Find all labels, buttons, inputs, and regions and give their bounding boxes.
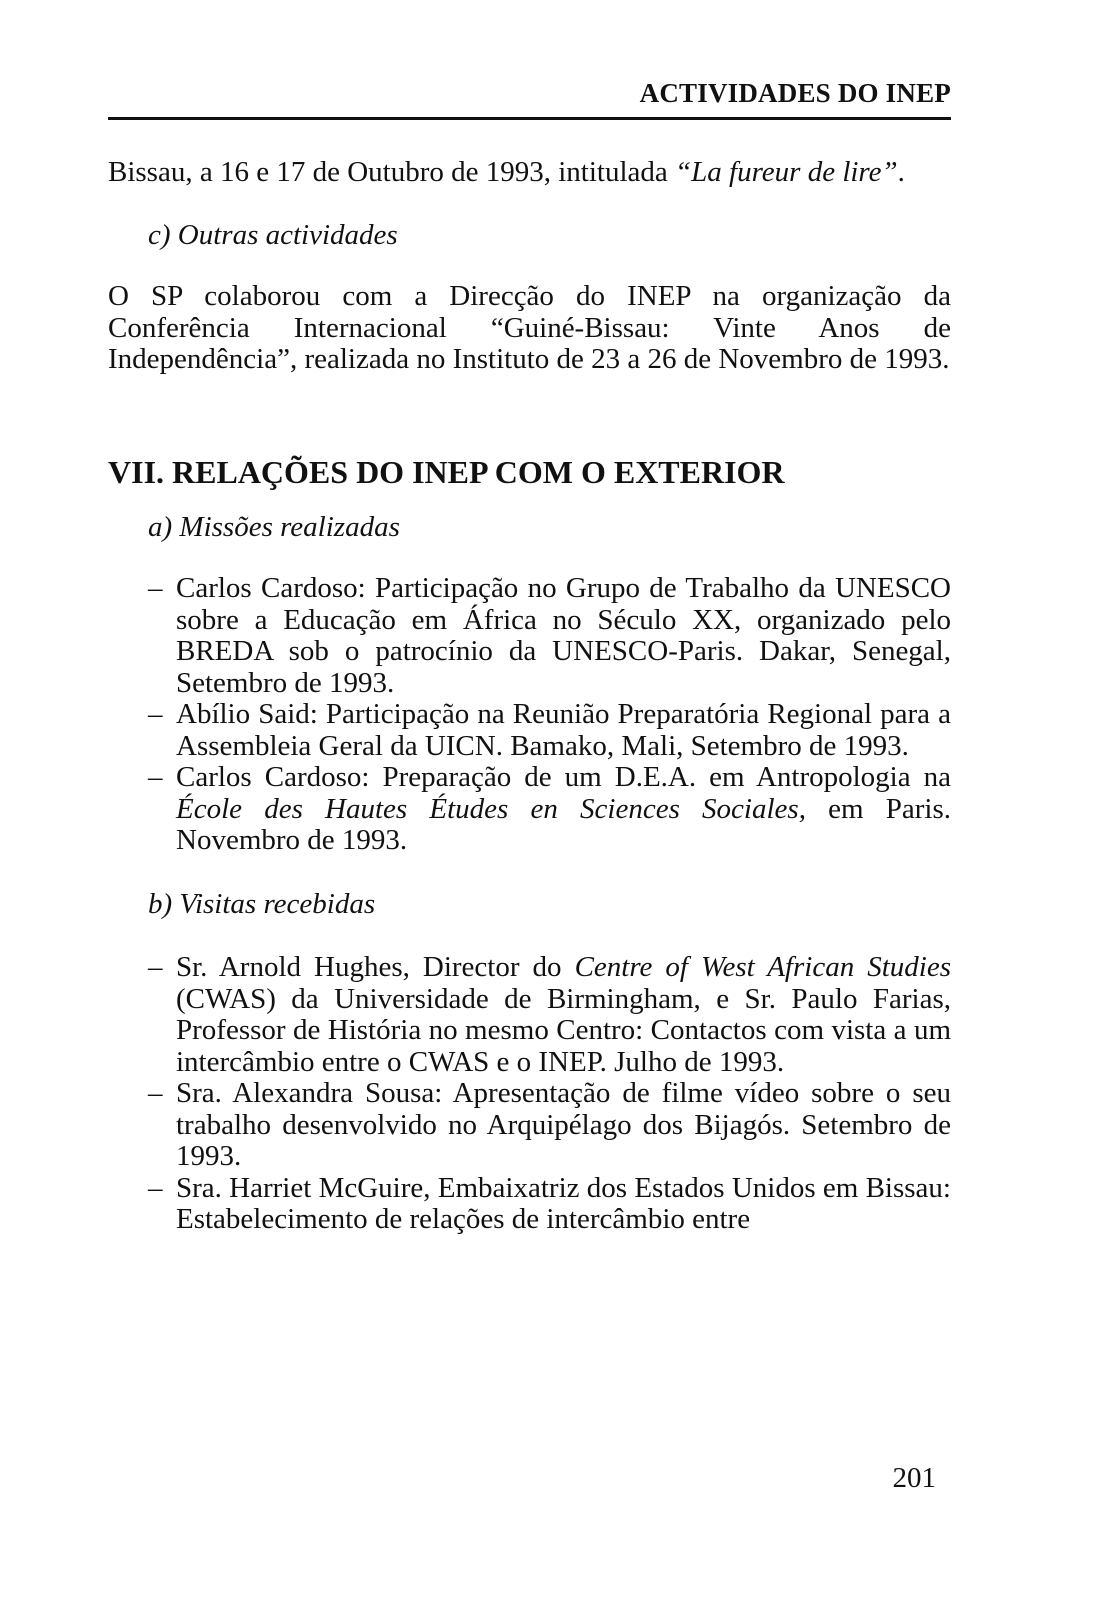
list-item <box>108 573 951 699</box>
mission-text: Carlos Cardoso: Preparação de um D.E.A. em Antropologia na <box>176 761 951 793</box>
visit-text: Sra. Alexandra Sousa: Apresentação de filme vídeo sobre o seu trabalho desenvolvido no Arquipélago dos Bijagós. Setembro de 1993. <box>176 1077 951 1172</box>
visit-text: Sr. Arnold Hughes, Director do <box>176 951 575 983</box>
page-number: 201 <box>892 1462 936 1494</box>
dash-marker: – <box>148 572 163 604</box>
visit-text: Sra. Harriet McGuire, Embaixatriz dos Estados Unidos em Bissau: Estabelecimento de relações de intercâmbio entre <box>176 1171 951 1235</box>
subsection-heading-a: a) Missões realizadas <box>148 510 400 543</box>
section-heading-vii: VII. RELAÇÕES DO INEP COM O EXTERIOR <box>108 453 785 490</box>
mission-text: Abílio Said: Participação na Reunião Preparatória Regional para a Assembleia Geral da UICN. Bamako, Mali, Setembro de 1993. <box>176 698 951 762</box>
list-item <box>108 762 951 857</box>
mission-text-end: em Paris. Novembro de 1993. <box>176 792 951 856</box>
dash-marker: – <box>148 1171 163 1204</box>
header-rule <box>108 117 951 120</box>
dash-marker: – <box>148 761 163 793</box>
list-item <box>108 699 951 762</box>
intro-end: . <box>897 156 905 188</box>
dash-marker: – <box>148 1077 163 1109</box>
list-item <box>108 1078 951 1173</box>
mission-text: Carlos Cardoso: Participação no Grupo de Trabalho da UNESCO sobre a Educação em África no Século XX, organizado pelo BREDA sob o patrocínio da UNESCO-Paris. Dakar, Senegal, Setembro de 1993. <box>176 572 951 699</box>
subsection-heading-c: c) Outras actividades <box>148 218 398 251</box>
missions-list <box>108 573 951 857</box>
intro-text: Bissau, a 16 e 17 de Outubro de 1993, intitulada <box>108 156 676 188</box>
intro-paragraph <box>108 157 951 189</box>
visits-list <box>108 952 951 1236</box>
visit-text-end: (CWAS) da Universidade de Birmingham, e Sr. Paulo Farias, Professor de História no mesmo Centro: Contactos com vista a um intercâmbio entre o CWAS e o INEP. Julho de 1993. <box>176 982 951 1078</box>
dash-marker: – <box>148 698 163 730</box>
dash-marker: – <box>148 951 163 983</box>
subsection-heading-b: b) Visitas recebidas <box>148 887 376 920</box>
intro-title: “La fureur de lire” <box>675 156 898 188</box>
paragraph-c: O SP colaborou com a Direcção do INEP na organização da Conferência Internacional “Guiné-Bissau: Vinte Anos de Independência”, realizada no Instituto de 23 a 26 de Novembro de 1993. <box>108 280 951 375</box>
page-content <box>108 157 951 1236</box>
visit-institution: Centre of West African Studies <box>574 951 951 983</box>
mission-institution: École des Hautes Études en Sciences Sociales, <box>176 792 806 825</box>
list-item <box>108 952 951 1078</box>
list-item <box>108 1173 951 1236</box>
running-header: ACTIVIDADES DO INEP <box>639 78 951 108</box>
